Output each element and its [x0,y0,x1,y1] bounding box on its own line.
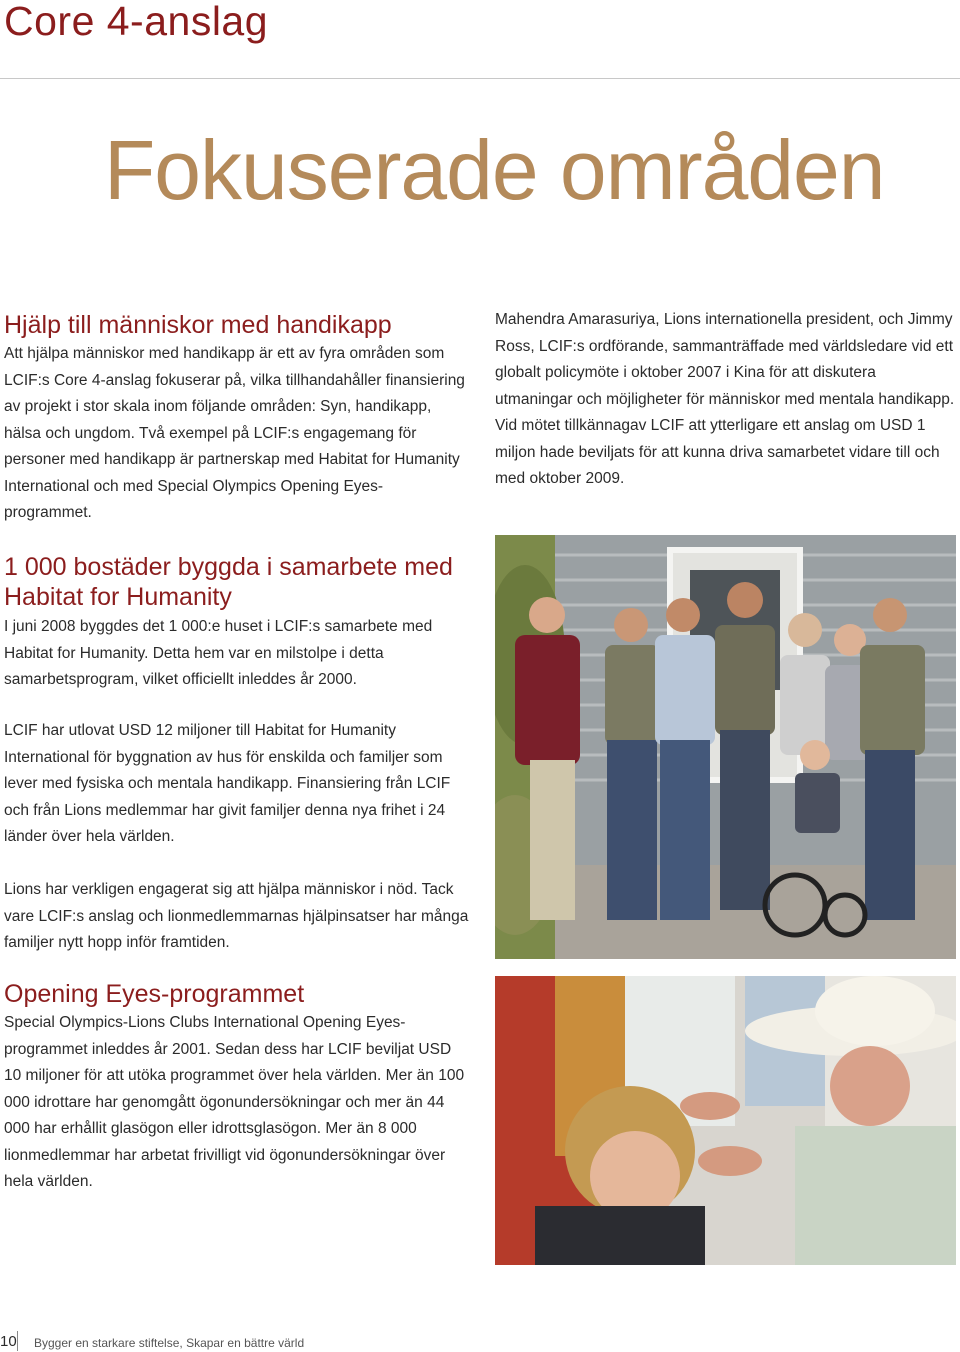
footer-tagline: Bygger en starkare stiftelse, Skapar en bättre värld [34,1336,305,1350]
eye-exam-photo [495,976,956,1265]
paragraph-habitat-1: I juni 2008 byggdes det 1 000:e huset i LCIF:s samarbete med Habitat for Humanity. Detta hem var en milstolpe i detta samarbetsprogram, vilket officiellt inleddes år 2000. [4,618,433,688]
page-number: 10 [0,1333,17,1350]
paragraph-habitat-3: Lions har verkligen engagerat sig att hjälpa människor i nöd. Tack vare LCIF:s anslag och lionmedlemmarnas hjälpinsatser har många familjer nytt hopp inför framtiden. [4,881,469,951]
header-divider [0,78,960,79]
footer-divider [17,1331,18,1351]
running-head: Core 4-anslag [4,0,269,44]
paragraph-habitat-2: LCIF har utlovat USD 12 miljoner till Habitat for Humanity International för byggnation av hus för enskilda och familjer som lever med fysiska och mentala handikapp. Finansiering från LCIF och från Lions medlemmar har givit familjer denna nya frihet i 24 länder över hela världen. [4,722,451,845]
paragraph-handikapp: Att hjälpa människor med handikapp är ett av fyra områden som LCIF:s Core 4-anslag fokuserar på, vilka tillhandahåller finansiering av projekt i stor skala inom följande områden: Syn, handikapp, hälsa och ungdom. Två exempel på LCIF:s engagemang för personer med handikapp är partnerskap med Habitat for Humanity International och med Special Olympics Opening Eyes-programmet. [4,345,465,521]
paragraph-opening-eyes: Special Olympics-Lions Clubs International Opening Eyes-programmet inleddes år 2001. Sedan dess har LCIF beviljat USD 10 miljoner för att utöka programmet över hela världen. Mer än 100 000 idrottare har genomgått ögonundersökningar och mer än 44 000 har erhållit glasögon eller idrottsglasögon. Mer än 8 000 lionmedlemmar har arbetat frivilligt vid ögonundersökningar över hela världen. [4,1014,465,1190]
section-heading-handikapp: Hjälp till människor med handikapp [4,311,392,339]
paragraph-right-column: Mahendra Amarasuriya, Lions internationella president, och Jimmy Ross, LCIF:s ordförande, sammanträffade med världsledare vid ett globalt policymöte i oktober 2007 i Kina för att diskutera utmaningar och möjligheter för människor med mentala handikapp. Vid mötet tillkännagav LCIF att ytterligare ett anslag om USD 1 miljon hade beviljats för att kunna driva samarbetet vidare till och med oktober 2009. [495,311,955,487]
group-photo-habitat [495,535,956,959]
page-title: Fokuserade områden [104,123,885,217]
section-heading-habitat: 1 000 bostäder byggda i samarbete med Habitat for Humanity [4,553,453,611]
section-heading-opening-eyes: Opening Eyes-programmet [4,980,305,1008]
